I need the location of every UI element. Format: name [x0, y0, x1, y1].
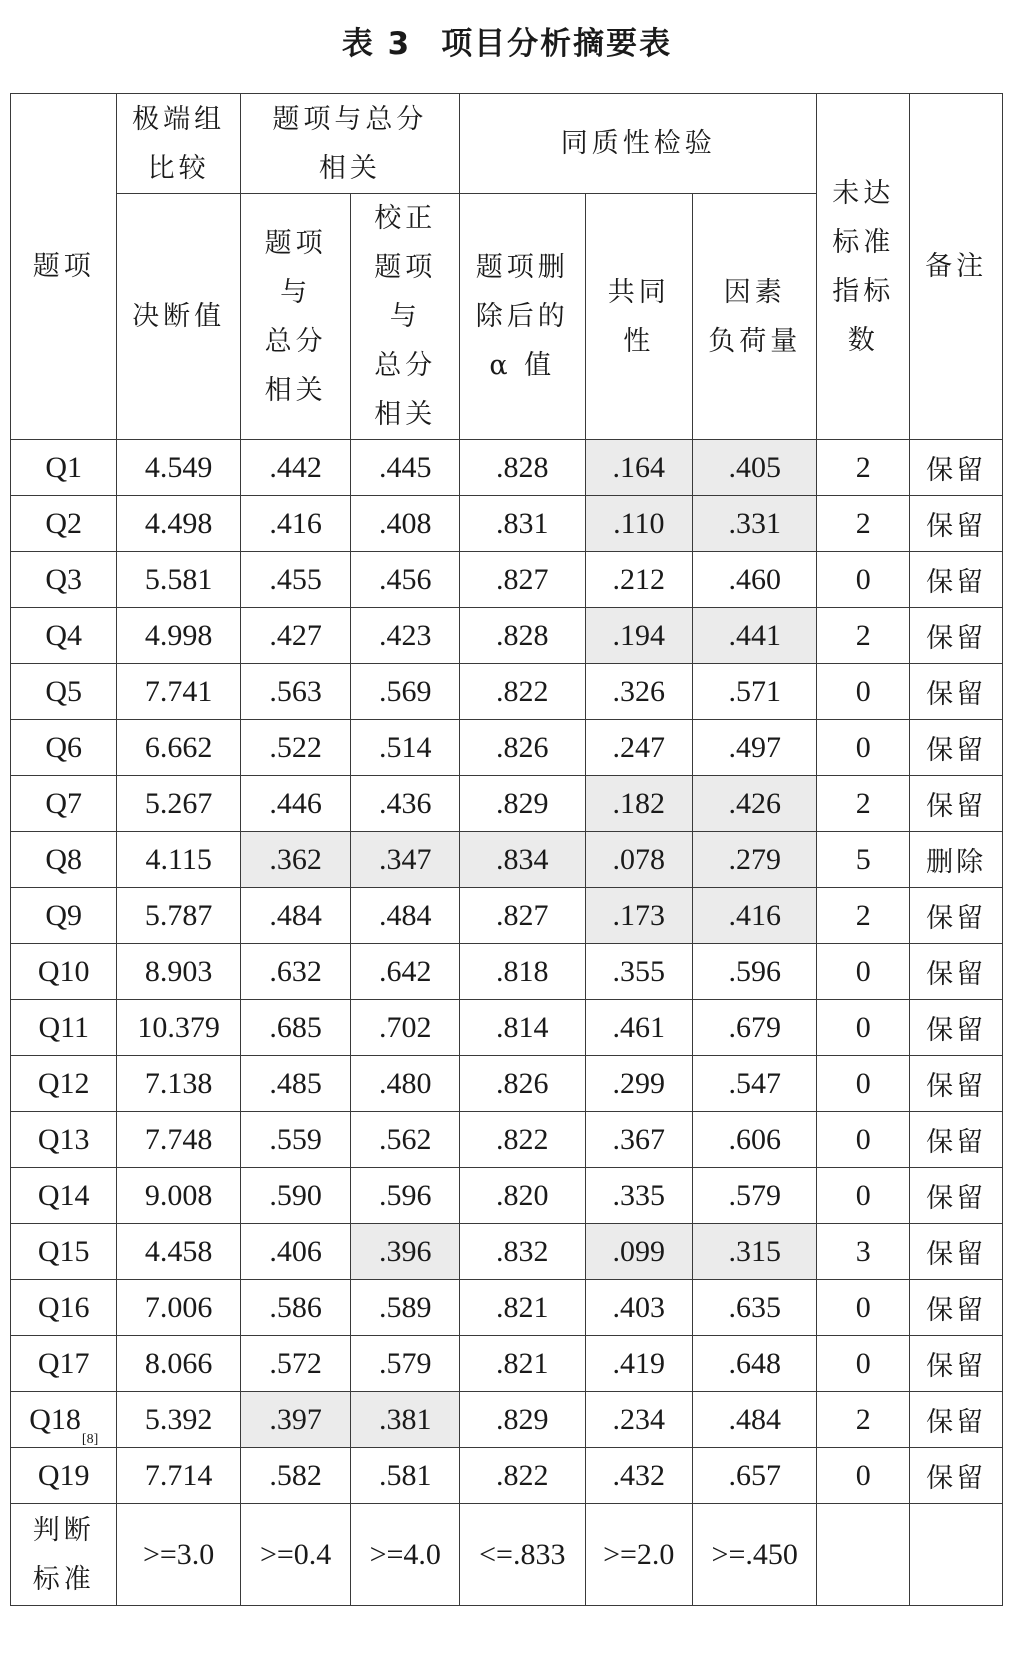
unmet-count-cell: 2	[817, 440, 910, 496]
unmet-count-cell: 0	[817, 1336, 910, 1392]
loading-cell: .579	[693, 1168, 817, 1224]
alpha-cell: .818	[460, 944, 585, 1000]
alpha-cell: .829	[460, 1392, 585, 1448]
alpha-cell: .826	[460, 1056, 585, 1112]
item-cell: Q1	[11, 440, 117, 496]
table-row	[11, 664, 1003, 720]
communality-cell: .182	[585, 776, 693, 832]
decision-value-cell: 4.549	[117, 440, 240, 496]
item-cell: Q5	[11, 664, 117, 720]
remark-cell: 保留	[910, 1000, 1003, 1056]
unmet-count-cell: 0	[817, 1280, 910, 1336]
item-cell: Q9	[11, 888, 117, 944]
unmet-count-cell: 0	[817, 1056, 910, 1112]
unmet-count-cell: 0	[817, 944, 910, 1000]
item-cell: Q8	[11, 832, 117, 888]
item-total-cell: .522	[240, 720, 351, 776]
unmet-count-cell: 5	[817, 832, 910, 888]
corrected-cell: .381	[351, 1392, 460, 1448]
communality-cell: .335	[585, 1168, 693, 1224]
alpha-cell: .832	[460, 1224, 585, 1280]
communality-cell: .419	[585, 1336, 693, 1392]
unmet-count-cell: 2	[817, 608, 910, 664]
item-cell: Q7	[11, 776, 117, 832]
alpha-cell: .822	[460, 664, 585, 720]
table-row	[11, 1056, 1003, 1112]
alpha-cell: .827	[460, 888, 585, 944]
table-row	[11, 944, 1003, 1000]
table-row	[11, 888, 1003, 944]
decision-value-cell: 5.392	[117, 1392, 240, 1448]
reference-mark: [8]	[81, 1431, 99, 1447]
header-communality: 共同 性	[585, 194, 693, 440]
alpha-cell: .826	[460, 720, 585, 776]
header-corrected-corr: 校正 题项 与 总分 相关	[351, 194, 460, 440]
header-homogeneity: 同质性检验	[460, 94, 817, 194]
remark-cell: 保留	[910, 1280, 1003, 1336]
decision-value-cell: 8.903	[117, 944, 240, 1000]
communality-cell: .299	[585, 1056, 693, 1112]
item-total-cell: .559	[240, 1112, 351, 1168]
remark-cell: 保留	[910, 944, 1003, 1000]
item-total-cell: .446	[240, 776, 351, 832]
corrected-cell: .445	[351, 440, 460, 496]
table-row	[11, 832, 1003, 888]
table-caption: 项目分析摘要表	[441, 26, 673, 62]
loading-cell: .426	[693, 776, 817, 832]
loading-cell: .679	[693, 1000, 817, 1056]
criteria-item-total-cell: >=0.4	[240, 1504, 351, 1606]
unmet-count-cell: 2	[817, 496, 910, 552]
loading-cell: .497	[693, 720, 817, 776]
loading-cell: .416	[693, 888, 817, 944]
item-cell: Q16	[11, 1280, 117, 1336]
communality-cell: .099	[585, 1224, 693, 1280]
alpha-cell: .822	[460, 1112, 585, 1168]
unmet-count-cell: 3	[817, 1224, 910, 1280]
criteria-row	[11, 1504, 1003, 1606]
decision-value-cell: 9.008	[117, 1168, 240, 1224]
item-cell: Q13	[11, 1112, 117, 1168]
item-cell: Q15	[11, 1224, 117, 1280]
table-title	[0, 18, 1014, 63]
decision-value-cell: 4.998	[117, 608, 240, 664]
loading-cell: .547	[693, 1056, 817, 1112]
item-total-cell: .442	[240, 440, 351, 496]
header-item: 题项	[11, 94, 117, 440]
item-total-cell: .582	[240, 1448, 351, 1504]
alpha-cell: .822	[460, 1448, 585, 1504]
communality-cell: .234	[585, 1392, 693, 1448]
unmet-count-cell: 0	[817, 552, 910, 608]
table-row	[11, 496, 1003, 552]
table-row	[11, 1280, 1003, 1336]
item-total-cell: .485	[240, 1056, 351, 1112]
item-total-cell: .406	[240, 1224, 351, 1280]
table-row	[11, 1224, 1003, 1280]
decision-value-cell: 5.581	[117, 552, 240, 608]
alpha-cell: .834	[460, 832, 585, 888]
unmet-count-cell: 0	[817, 664, 910, 720]
corrected-cell: .589	[351, 1280, 460, 1336]
corrected-cell: .484	[351, 888, 460, 944]
item-total-cell: .586	[240, 1280, 351, 1336]
item-total-cell: .397	[240, 1392, 351, 1448]
item-total-cell: .632	[240, 944, 351, 1000]
communality-cell: .461	[585, 1000, 693, 1056]
communality-cell: .212	[585, 552, 693, 608]
item-cell: Q4	[11, 608, 117, 664]
decision-value-cell: 7.714	[117, 1448, 240, 1504]
table-row	[11, 608, 1003, 664]
unmet-count-cell: 0	[817, 1448, 910, 1504]
communality-cell: .164	[585, 440, 693, 496]
loading-cell: .279	[693, 832, 817, 888]
item-cell: Q10	[11, 944, 117, 1000]
table-row	[11, 1336, 1003, 1392]
corrected-cell: .456	[351, 552, 460, 608]
communality-cell: .432	[585, 1448, 693, 1504]
table-row	[11, 720, 1003, 776]
alpha-cell: .828	[460, 440, 585, 496]
loading-cell: .331	[693, 496, 817, 552]
corrected-cell: .347	[351, 832, 460, 888]
criteria-loading-cell: >=.450	[693, 1504, 817, 1606]
alpha-cell: .829	[460, 776, 585, 832]
item-cell: Q6	[11, 720, 117, 776]
loading-cell: .648	[693, 1336, 817, 1392]
table-row	[11, 1168, 1003, 1224]
unmet-count-cell: 0	[817, 1168, 910, 1224]
item-cell: Q11	[11, 1000, 117, 1056]
alpha-cell: .821	[460, 1336, 585, 1392]
communality-cell: .355	[585, 944, 693, 1000]
decision-value-cell: 7.006	[117, 1280, 240, 1336]
decision-value-cell: 8.066	[117, 1336, 240, 1392]
header-extreme-group: 极端组 比较	[117, 94, 240, 194]
communality-cell: .110	[585, 496, 693, 552]
table-row	[11, 440, 1003, 496]
item-cell: Q19	[11, 1448, 117, 1504]
corrected-cell: .581	[351, 1448, 460, 1504]
loading-cell: .460	[693, 552, 817, 608]
decision-value-cell: 6.662	[117, 720, 240, 776]
remark-cell: 删除	[910, 832, 1003, 888]
remark-cell: 保留	[910, 1448, 1003, 1504]
item-total-cell: .455	[240, 552, 351, 608]
alpha-cell: .814	[460, 1000, 585, 1056]
table-row	[11, 1112, 1003, 1168]
remark-cell: 保留	[910, 1336, 1003, 1392]
communality-cell: .173	[585, 888, 693, 944]
decision-value-cell: 4.498	[117, 496, 240, 552]
item-total-cell: .427	[240, 608, 351, 664]
loading-cell: .405	[693, 440, 817, 496]
loading-cell: .657	[693, 1448, 817, 1504]
criteria-corrected-cell: >=4.0	[351, 1504, 460, 1606]
decision-value-cell: 7.748	[117, 1112, 240, 1168]
item-cell: Q17	[11, 1336, 117, 1392]
item-cell: Q12	[11, 1056, 117, 1112]
alpha-cell: .831	[460, 496, 585, 552]
header-remark: 备注	[910, 94, 1003, 440]
unmet-count-cell: 0	[817, 1000, 910, 1056]
table-row	[11, 1448, 1003, 1504]
unmet-count-cell: 2	[817, 888, 910, 944]
corrected-cell: .436	[351, 776, 460, 832]
corrected-cell: .408	[351, 496, 460, 552]
unmet-count-cell: 0	[817, 720, 910, 776]
alpha-cell: .821	[460, 1280, 585, 1336]
item-total-cell: .563	[240, 664, 351, 720]
item-cell: $Q18_{[8]}$	[11, 1392, 117, 1448]
loading-cell: .596	[693, 944, 817, 1000]
item-cell: Q14	[11, 1168, 117, 1224]
loading-cell: .571	[693, 664, 817, 720]
unmet-count-cell: 2	[817, 1392, 910, 1448]
communality-cell: .194	[585, 608, 693, 664]
table-row	[11, 552, 1003, 608]
item-total-cell: .416	[240, 496, 351, 552]
corrected-cell: .562	[351, 1112, 460, 1168]
remark-cell: 保留	[910, 1056, 1003, 1112]
alpha-cell: .828	[460, 608, 585, 664]
item-total-cell: .685	[240, 1000, 351, 1056]
decision-value-cell: 5.267	[117, 776, 240, 832]
communality-cell: .367	[585, 1112, 693, 1168]
alpha-cell: .820	[460, 1168, 585, 1224]
criteria-alpha-cell: <=.833	[460, 1504, 585, 1606]
header-alpha-deleted: 题项删 除后的 α 值	[460, 194, 585, 440]
header-item-total-corr: 题项 与 总分 相关	[240, 194, 351, 440]
remark-cell: 保留	[910, 776, 1003, 832]
remark-cell: 保留	[910, 1224, 1003, 1280]
corrected-cell: .702	[351, 1000, 460, 1056]
table-row	[11, 1000, 1003, 1056]
item-total-cell: .572	[240, 1336, 351, 1392]
remark-cell: 保留	[910, 440, 1003, 496]
criteria-decision-value-cell: >=3.0	[117, 1504, 240, 1606]
corrected-cell: .596	[351, 1168, 460, 1224]
item-cell: Q2	[11, 496, 117, 552]
item-total-cell: .362	[240, 832, 351, 888]
decision-value-cell: 4.458	[117, 1224, 240, 1280]
corrected-cell: .514	[351, 720, 460, 776]
table-row	[11, 776, 1003, 832]
remark-cell: 保留	[910, 1112, 1003, 1168]
item-analysis-table	[10, 93, 1003, 1606]
loading-cell: .315	[693, 1224, 817, 1280]
decision-value-cell: 7.138	[117, 1056, 240, 1112]
remark-cell: 保留	[910, 552, 1003, 608]
alpha-cell: .827	[460, 552, 585, 608]
decision-value-cell: 7.741	[117, 664, 240, 720]
remark-cell: 保留	[910, 664, 1003, 720]
decision-value-cell: 5.787	[117, 888, 240, 944]
communality-cell: .078	[585, 832, 693, 888]
corrected-cell: .396	[351, 1224, 460, 1280]
remark-cell: 保留	[910, 888, 1003, 944]
decision-value-cell: 10.379	[117, 1000, 240, 1056]
header-item-total: 题项与总分 相关	[240, 94, 459, 194]
remark-cell: 保留	[910, 1392, 1003, 1448]
unmet-count-cell: 2	[817, 776, 910, 832]
corrected-cell: .569	[351, 664, 460, 720]
header-unmet: 未达 标准 指标 数	[817, 94, 910, 440]
item-total-cell: .590	[240, 1168, 351, 1224]
item-total-cell: .484	[240, 888, 351, 944]
corrected-cell: .579	[351, 1336, 460, 1392]
criteria-unmet-count-cell	[817, 1504, 910, 1606]
table-number: 表 3	[341, 26, 412, 62]
loading-cell: .484	[693, 1392, 817, 1448]
criteria-remark-cell	[910, 1504, 1003, 1606]
loading-cell: .441	[693, 608, 817, 664]
remark-cell: 保留	[910, 720, 1003, 776]
item-cell: Q3	[11, 552, 117, 608]
communality-cell: .247	[585, 720, 693, 776]
communality-cell: .326	[585, 664, 693, 720]
unmet-count-cell: 0	[817, 1112, 910, 1168]
criteria-label: 判断 标准	[11, 1504, 117, 1606]
header-decision-value: 决断值	[117, 194, 240, 440]
corrected-cell: .423	[351, 608, 460, 664]
corrected-cell: .480	[351, 1056, 460, 1112]
decision-value-cell: 4.115	[117, 832, 240, 888]
header-factor-loading: 因素 负荷量	[693, 194, 817, 440]
table-row	[11, 1392, 1003, 1448]
remark-cell: 保留	[910, 496, 1003, 552]
corrected-cell: .642	[351, 944, 460, 1000]
remark-cell: 保留	[910, 608, 1003, 664]
communality-cell: .403	[585, 1280, 693, 1336]
loading-cell: .635	[693, 1280, 817, 1336]
criteria-communality-cell: >=2.0	[585, 1504, 693, 1606]
remark-cell: 保留	[910, 1168, 1003, 1224]
loading-cell: .606	[693, 1112, 817, 1168]
